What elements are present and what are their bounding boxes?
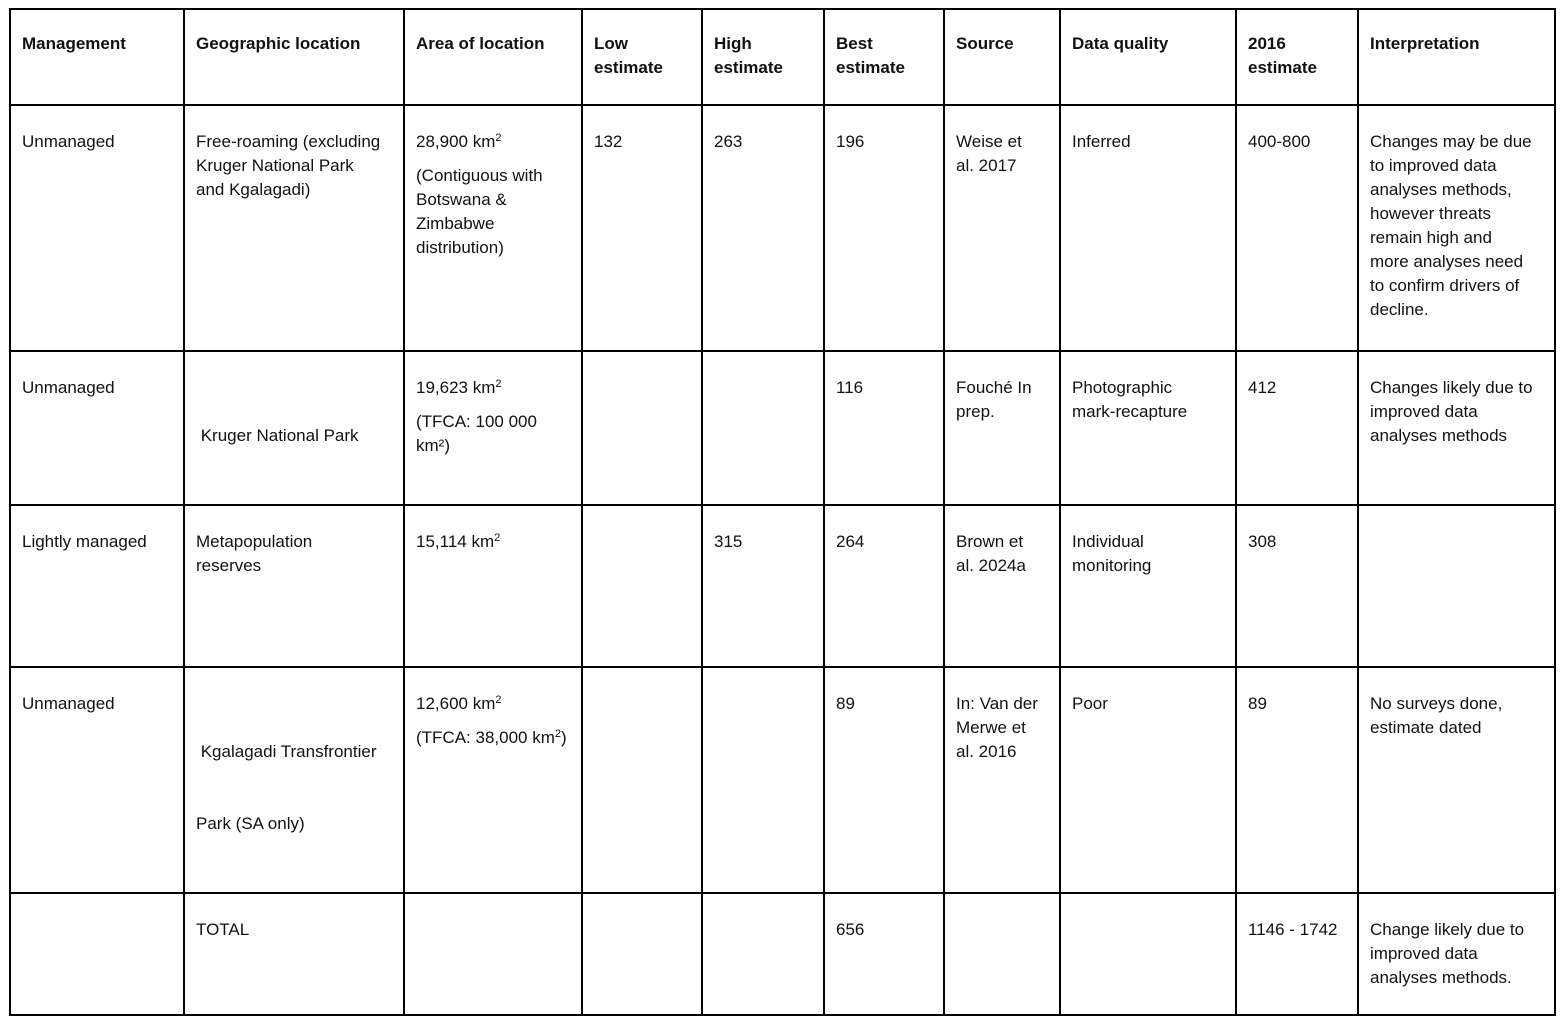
area-cell [404,893,582,1015]
geographic-location-cell: Kruger National Park [184,351,404,505]
header-2016-estimate: 2016 estimate [1236,9,1358,105]
best-estimate-cell: 656 [824,893,944,1015]
interpretation-cell: No surveys done, estimate dated [1358,667,1555,893]
management-cell [10,893,184,1015]
header-high-estimate: High estimate [702,9,824,105]
table-row-total [10,893,1555,1015]
data-quality-cell: Poor [1060,667,1236,893]
interpretation-cell [1358,505,1555,667]
header-low-estimate: Low estimate [582,9,702,105]
high-estimate-cell: 263 [702,105,824,351]
best-estimate-cell: 89 [824,667,944,893]
data-quality-cell: Inferred [1060,105,1236,351]
source-cell: Fouché In prep. [944,351,1060,505]
management-cell: Lightly managed [10,505,184,667]
area-cell: 12,600 $km^2$ (TFCA: 38,000 $km^2$) [404,667,582,893]
area-cell: 19,623 $km^2$ (TFCA: 100 000 km²) [404,351,582,505]
header-data-quality: Data quality [1060,9,1236,105]
2016-estimate-cell: 89 [1236,667,1358,893]
source-cell: In: Van der Merwe et al. 2016 [944,667,1060,893]
source-cell: Weise et al. 2017 [944,105,1060,351]
header-management: Management [10,9,184,105]
geographic-location-cell: Metapopulation reserves [184,505,404,667]
management-cell: Unmanaged [10,667,184,893]
low-estimate-cell [582,505,702,667]
best-estimate-cell: 196 [824,105,944,351]
population-estimates-table [9,8,1556,1016]
2016-estimate-cell: 1146 - 1742 [1236,893,1358,1015]
interpretation-cell: Changes may be due to improved data analyses methods, however threats remain high and more analyses need to confirm drivers of decline. [1358,105,1555,351]
header-best-estimate: Best estimate [824,9,944,105]
low-estimate-cell [582,667,702,893]
geographic-location-cell: Free-roaming (excluding Kruger National Park and Kgalagadi) [184,105,404,351]
table-row [10,105,1555,351]
high-estimate-cell: 315 [702,505,824,667]
management-cell: Unmanaged [10,351,184,505]
low-estimate-cell: 132 [582,105,702,351]
2016-estimate-cell: 308 [1236,505,1358,667]
source-cell: Brown et al. 2024a [944,505,1060,667]
management-cell: Unmanaged [10,105,184,351]
table-row [10,505,1555,667]
high-estimate-cell [702,351,824,505]
geographic-location-cell: Kgalagadi Transfrontier Park (SA only) [184,667,404,893]
table-row [10,667,1555,893]
best-estimate-cell: 264 [824,505,944,667]
interpretation-cell: Change likely due to improved data analyses methods. [1358,893,1555,1015]
low-estimate-cell [582,893,702,1015]
header-geographic-location: Geographic location [184,9,404,105]
area-cell: 15,114 $km^2$ [404,505,582,667]
header-area-of-location: Area of location [404,9,582,105]
geographic-location-cell: TOTAL [184,893,404,1015]
high-estimate-cell [702,893,824,1015]
high-estimate-cell [702,667,824,893]
header-source: Source [944,9,1060,105]
data-quality-cell: Individual monitoring [1060,505,1236,667]
2016-estimate-cell: 412 [1236,351,1358,505]
low-estimate-cell [582,351,702,505]
table-row [10,351,1555,505]
data-quality-cell: Photographic mark-recapture [1060,351,1236,505]
interpretation-cell: Changes likely due to improved data analyses methods [1358,351,1555,505]
2016-estimate-cell: 400-800 [1236,105,1358,351]
header-interpretation: Interpretation [1358,9,1555,105]
area-cell: 28,900 $km^2$ (Contiguous with Botswana & Zimbabwe distribution) [404,105,582,351]
header-row [10,9,1555,105]
source-cell [944,893,1060,1015]
best-estimate-cell: 116 [824,351,944,505]
data-quality-cell [1060,893,1236,1015]
